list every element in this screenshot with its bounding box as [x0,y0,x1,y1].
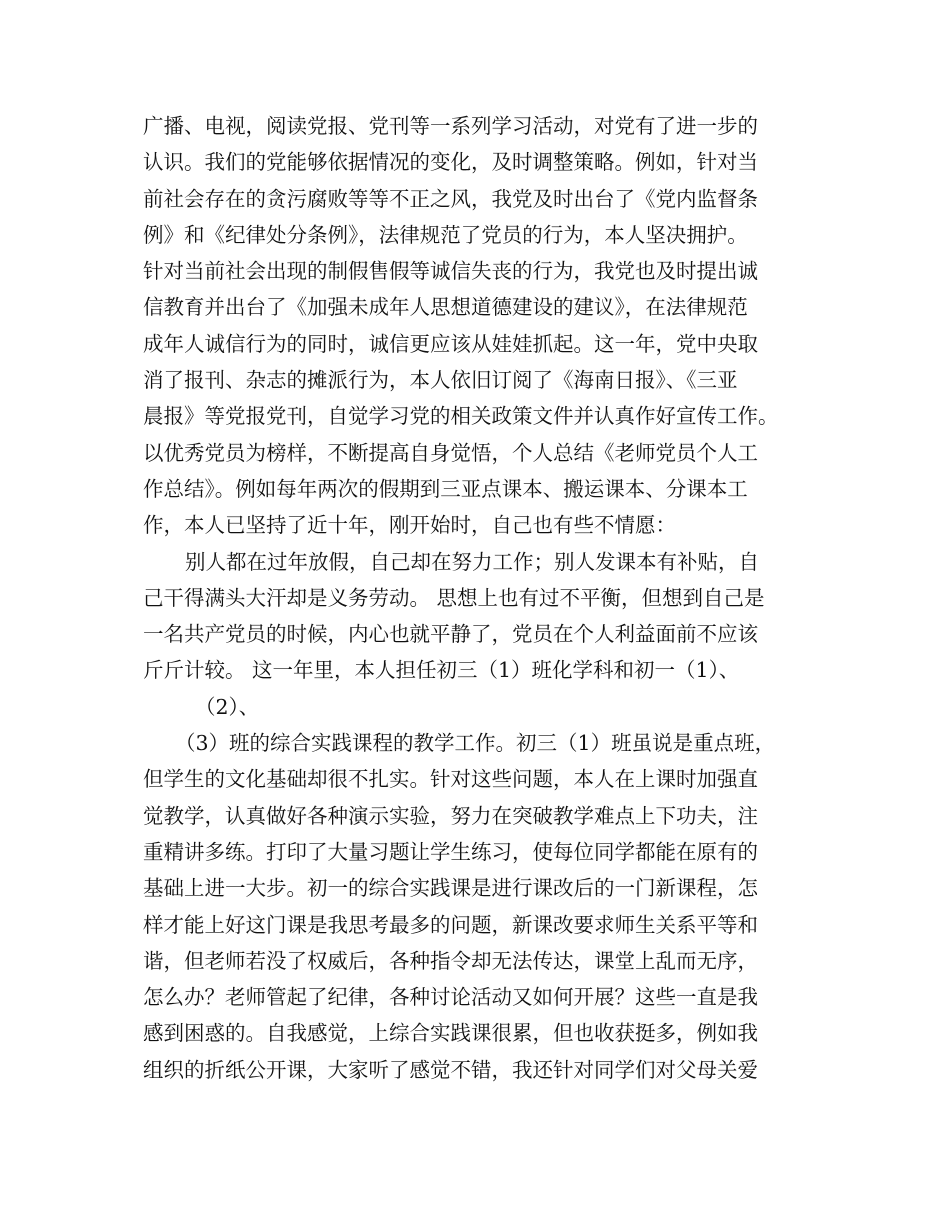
text-line-8: 消了报刊、杂志的摊派行为，本人依旧订阅了《海南日报》、《三亚 [143,368,738,393]
text-line-12: 作，本人已坚持了近十年，刚开始时，自己也有些不情愿： [143,513,676,538]
text-line-10: 以优秀党员为榜样，不断提高自身觉悟，个人总结《老师党员个人工 [143,440,758,465]
text-line-26: 感到困惑的。自我感觉，上综合实践课很累，但也收获挺多，例如我 [143,1021,758,1046]
text-line-22: 基础上进一大步。初一的综合实践课是进行课改后的一门新课程，怎 [143,876,758,901]
text-line-13: 别人都在过年放假，自己却在努力工作；别人发课本有补贴，自 [185,549,759,574]
text-line-18: （3）班的综合实践课程的教学工作。初三（1）班虽说是重点班， [175,731,776,756]
body-text [143,108,823,1088]
text-line-4: 例》和《纪律处分条例》，法律规范了党员的行为，本人坚决拥护。 [143,222,748,247]
text-line-3: 前社会存在的贪污腐败等等不正之风，我党及时出台了《党内监督条 [143,186,758,211]
text-line-2: 认识。我们的党能够依据情况的变化，及时调整策略。例如，针对当 [143,150,758,175]
text-line-16: 斤斤计较。 这一年里，本人担任初三（1）班化学科和初一（1）、 [143,658,740,683]
text-line-23: 样才能上好这门课是我思考最多的问题，新课改要求师生关系平等和 [143,912,758,937]
text-line-1: 广播、电视，阅读党报、党刊等一系列学习活动，对党有了进一步的 [143,114,758,138]
text-line-21: 重精讲多练。打印了大量习题让学生练习，使每位同学都能在原有的 [143,839,758,864]
text-line-27: 组织的折纸公开课，大家听了感觉不错，我还针对同学们对父母关爱 [143,1057,758,1082]
text-line-7: 成年人诚信行为的同时，诚信更应该从娃娃抓起。这一年，党中央取 [143,331,758,356]
text-line-15: 一名共产党员的时候，内心也就平静了，党员在个人利益面前不应该 [143,622,758,647]
text-line-5: 针对当前社会出现的制假售假等诚信失丧的行为，我党也及时提出诚 [143,259,758,284]
text-line-19: 但学生的文化基础却很不扎实。针对这些问题，本人在上课时加强直 [143,767,758,792]
text-line-11: 作总结》。例如每年两次的假期到三亚点课本、搬运课本、分课本工 [143,476,748,501]
text-line-24: 谐，但老师若没了权威后，各种指令却无法传达，课堂上乱而无序， [143,948,758,973]
text-line-20: 觉教学，认真做好各种演示实验，努力在突破教学难点上下功夫，注 [143,803,758,828]
text-line-25: 怎么办？老师管起了纪律，各种讨论活动又如何开展？这些一直是我 [143,985,758,1010]
text-line-17: （2）、 [195,694,260,719]
text-line-9: 晨报》等党报党刊，自觉学习党的相关政策文件并认真作好宣传工作。 [143,404,779,429]
text-line-14: 己干得满头大汗却是义务劳动。 思想上也有过不平衡，但想到自己是 [143,585,765,610]
text-line-6: 信教育并出台了《加强未成年人思想道德建设的建议》，在法律规范 [143,295,748,320]
